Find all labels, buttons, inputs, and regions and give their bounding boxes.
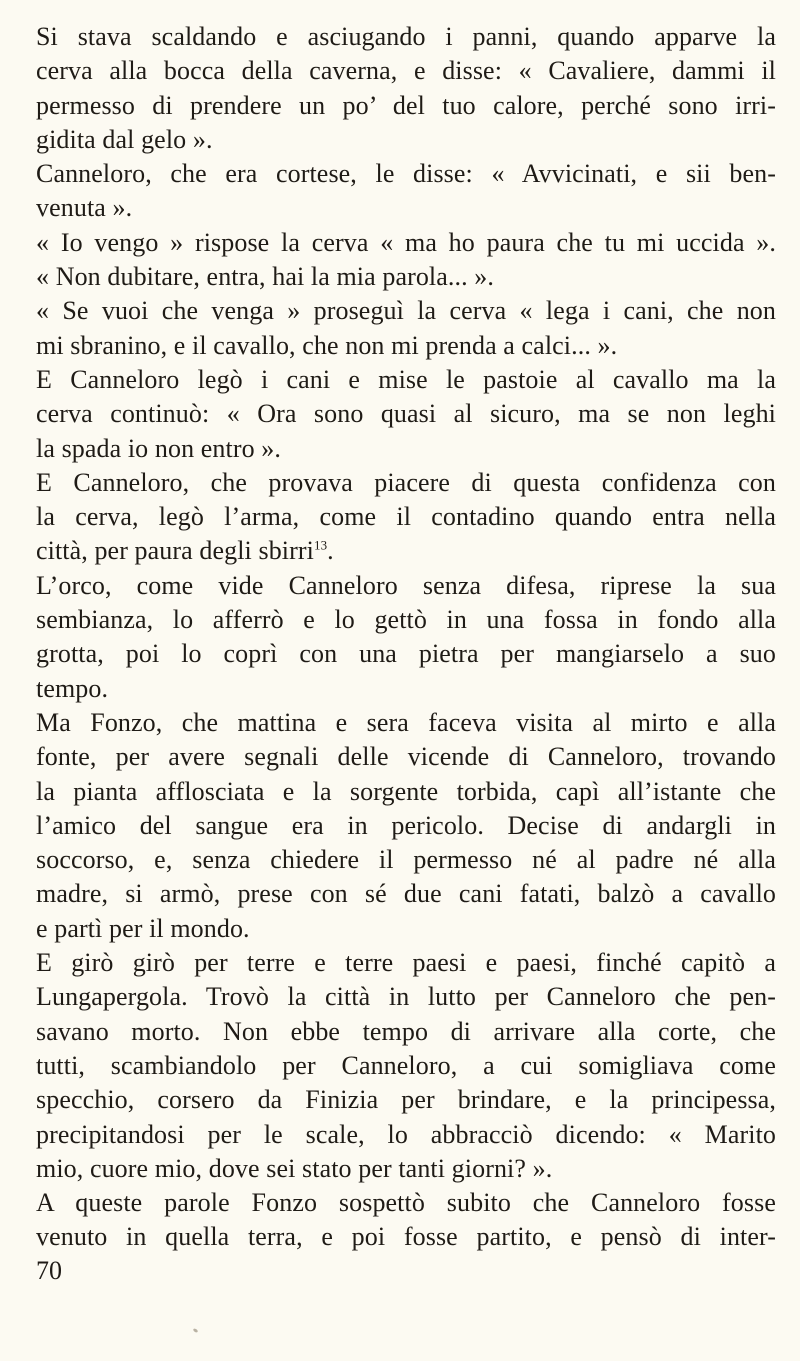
footnote-marker: 13 (313, 537, 328, 553)
text-line-content: tutti, scambiandolo per Canneloro, a cui somigliava come (36, 1050, 776, 1080)
text-line (36, 603, 776, 637)
text-line (36, 912, 776, 946)
text-line-content: Ma Fonzo, che mattina e sera faceva visita al mirto e alla (36, 707, 776, 737)
text-line-content: la cerva, legò l’arma, come il contadino quando entra nella (36, 502, 776, 532)
text-line-content: « Se vuoi che venga » proseguì la cerva « lega i cani, che non (36, 296, 776, 326)
text-line-content: E girò girò per terre e terre paesi e paesi, finché capitò a (36, 948, 776, 978)
text-line-content: Si stava scaldando e asciugando i panni, quando apparve la (36, 22, 776, 51)
text-line (36, 500, 776, 534)
text-line (36, 672, 776, 706)
text-line-content: cerva alla bocca della caverna, e disse: « Cavaliere, dammi il (36, 56, 776, 86)
text-line-content: l’amico del sangue era in pericolo. Decise di andargli in (36, 810, 776, 840)
text-line (36, 363, 776, 397)
text-line-content: soccorso, e, senza chiedere il permesso né al padre né alla (36, 845, 776, 875)
text-line (36, 809, 776, 843)
text-line (36, 843, 776, 877)
text-line (36, 466, 776, 500)
text-line (36, 329, 776, 363)
text-line (36, 397, 776, 431)
text-line (36, 123, 776, 157)
text-line (36, 1015, 776, 1049)
text-line (36, 569, 776, 603)
text-line-content: gidita dal gelo ». (36, 124, 213, 154)
text-line-content: mi sbranino, e il cavallo, che non mi prenda a calci... ». (36, 330, 618, 360)
text-line-content: E Canneloro legò i cani e mise le pastoie al cavallo ma la (36, 364, 776, 394)
text-line (36, 946, 776, 980)
text-line-content: città, per paura degli sbirri (36, 536, 314, 566)
text-line-content: cerva continuò: « Ora sono quasi al sicuro, ma se non leghi (36, 399, 776, 429)
text-line-content: E Canneloro, che provava piacere di questa confidenza con (36, 467, 776, 497)
text-line-content: precipitandosi per le scale, lo abbracciò dicendo: « Marito (36, 1119, 776, 1149)
text-line (36, 1083, 776, 1117)
text-line (36, 1152, 776, 1186)
text-line (36, 706, 776, 740)
text-line (36, 1118, 776, 1152)
text-line (36, 1186, 776, 1220)
text-line (36, 54, 776, 88)
text-line-content: « Non dubitare, entra, hai la mia parola... ». (36, 262, 494, 292)
text-line (36, 157, 776, 191)
text-line-content: venuto in quella terra, e poi fosse partito, e pensò di inter- (36, 1222, 776, 1252)
text-line-content: permesso di prendere un po’ del tuo calore, perché sono irri- (36, 90, 776, 120)
text-line-content: A queste parole Fonzo sospettò subito che Canneloro fosse (36, 1188, 776, 1218)
text-line-content: savano morto. Non ebbe tempo di arrivare alla corte, che (36, 1016, 776, 1046)
text-line (36, 534, 776, 568)
text-line (36, 226, 776, 260)
text-line (36, 294, 776, 328)
text-line (36, 877, 776, 911)
text-line-content: la spada io non entro ». (36, 433, 282, 463)
text-line (36, 1220, 776, 1254)
text-line (36, 260, 776, 294)
text-line-content: e partì per il mondo. (36, 913, 250, 943)
text-line-content: Lungapergola. Trovò la città in lutto per Canneloro che pen- (36, 982, 776, 1012)
text-line (36, 775, 776, 809)
body-text (36, 20, 776, 1255)
text-line-content: sembianza, lo afferrò e lo gettò in una fossa in fondo alla (36, 605, 776, 635)
text-line-content: mio, cuore mio, dove sei stato per tanti giorni? ». (36, 1153, 553, 1183)
text-line (36, 1049, 776, 1083)
text-line-content: la pianta afflosciata e la sorgente torbida, capì all’istante che (36, 776, 776, 806)
text-line (36, 980, 776, 1014)
text-line-content: madre, si armò, prese con sé due cani fatati, balzò a cavallo (36, 879, 776, 909)
text-line (36, 89, 776, 123)
paper-speck (193, 1328, 199, 1333)
text-line-content: « Io vengo » rispose la cerva « ma ho paura che tu mi uccida ». (36, 227, 776, 257)
text-line-content: specchio, corsero da Finizia per brindare, e la principessa, (36, 1085, 776, 1115)
text-line (36, 740, 776, 774)
text-line-tail: . (327, 536, 334, 566)
text-line-content: venuta ». (36, 193, 133, 223)
text-line-content: tempo. (36, 673, 109, 703)
text-line (36, 637, 776, 671)
text-line-content: fonte, per avere segnali delle vicende di Canneloro, trovando (36, 742, 776, 772)
page-number: 70 (36, 1256, 62, 1285)
text-line-content: Canneloro, che era cortese, le disse: « Avvicinati, e sii ben- (36, 159, 776, 189)
text-line-content: L’orco, come vide Canneloro senza difesa, riprese la sua (36, 570, 776, 600)
text-line (36, 191, 776, 225)
text-line (36, 432, 776, 466)
text-line-content: grotta, poi lo coprì con una pietra per mangiarselo a suo (36, 639, 776, 669)
text-line (36, 20, 776, 54)
